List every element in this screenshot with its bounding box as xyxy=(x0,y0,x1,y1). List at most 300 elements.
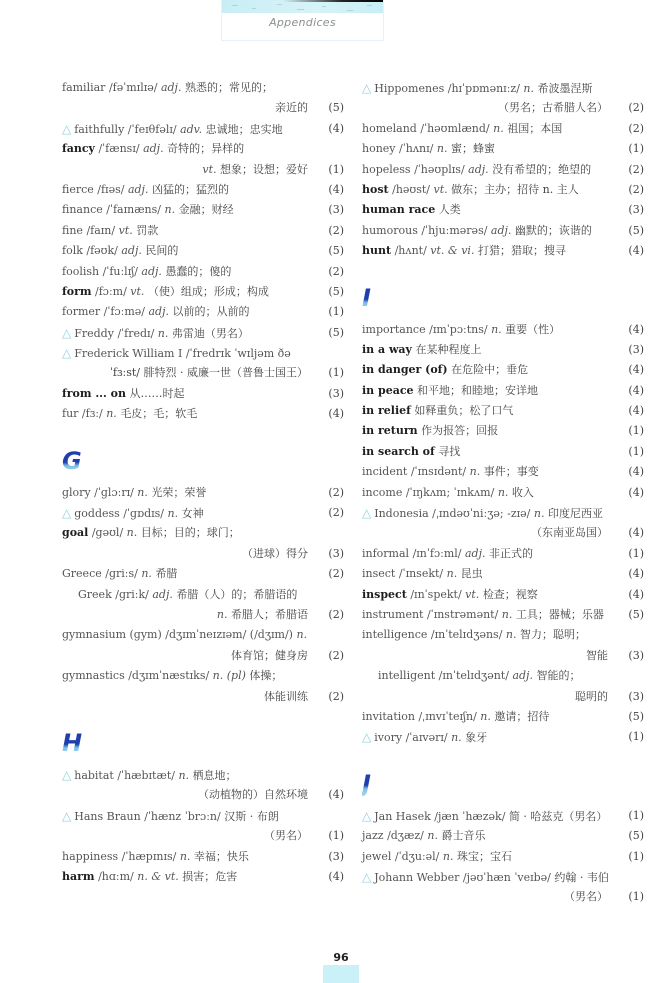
pronunciation: /ˈhæbɪtæt/ xyxy=(117,768,175,782)
definition: 智力；聪明； xyxy=(520,628,586,642)
definition: 象牙 xyxy=(465,731,488,745)
pronunciation: /jəʊˈhæn ˈveɪbə/ xyxy=(462,870,551,884)
letter-section-heading xyxy=(62,721,344,765)
definition: 幽默的；诙谐的 xyxy=(514,223,592,237)
part-of-speech: vt. xyxy=(465,587,480,601)
part-of-speech: adj. xyxy=(148,305,169,319)
part-of-speech: n. xyxy=(442,849,454,863)
glossary-entry xyxy=(362,160,644,180)
part-of-speech: adj. xyxy=(121,244,142,258)
unit-number: (2) xyxy=(628,162,644,176)
part-of-speech: vt. xyxy=(202,162,217,176)
headword: in a way xyxy=(362,342,412,356)
pronunciation: /ɪnˈtelɪdʒəns/ xyxy=(430,628,503,642)
definition: 光荣；荣誉 xyxy=(151,485,207,499)
letter-g-icon: G xyxy=(62,446,82,475)
glossary-entry xyxy=(362,462,644,482)
definition: 检查；视察 xyxy=(482,587,538,601)
unit-number: (4) xyxy=(628,363,644,377)
headword: goddess xyxy=(74,507,120,521)
pronunciation: /fəˈmɪlɪə/ xyxy=(108,81,158,94)
definition: 金融；财经 xyxy=(178,203,234,217)
glossary-entry xyxy=(362,503,644,523)
part-of-speech: adj. xyxy=(465,546,486,560)
headword: honey xyxy=(362,142,396,156)
letter-section-heading xyxy=(362,276,644,320)
letter-h-icon: H xyxy=(62,728,83,757)
part-of-speech: vt. xyxy=(433,182,448,196)
definition: 目标；目的；球门； xyxy=(140,526,240,540)
part-of-speech: n. xyxy=(497,485,509,499)
pronunciation: /ˈglɔːrɪ/ xyxy=(94,485,134,499)
pronunciation: /ˈfɔːmə/ xyxy=(103,305,145,319)
pronunciation: /ˈfænsɪ/ xyxy=(98,142,140,156)
definition: 邀请；招待 xyxy=(494,709,550,723)
glossary-entry xyxy=(62,483,344,503)
part-of-speech: n. (pl) xyxy=(212,669,246,683)
part-of-speech: n. xyxy=(491,322,502,336)
pronunciation: /ˈhʌnɪ/ xyxy=(399,142,434,156)
glossary-entry xyxy=(62,302,344,322)
unit-number: (4) xyxy=(328,182,344,196)
definition: 如释重负；松了口气 xyxy=(414,404,514,418)
part-of-speech: n. xyxy=(501,607,513,621)
part-of-speech: n. xyxy=(451,731,462,745)
headword: intelligence xyxy=(362,628,428,642)
headword: finance xyxy=(62,203,103,217)
glossary-entry xyxy=(362,401,644,421)
part-of-speech: n. xyxy=(178,768,190,782)
part-of-speech: n. xyxy=(505,628,517,642)
definition: 印度尼西亚 xyxy=(547,507,603,521)
new-word-triangle-icon: △ xyxy=(62,808,72,823)
unit-number: (3) xyxy=(628,648,644,662)
pronunciation: /fəʊk/ xyxy=(86,244,118,258)
unit-number: (4) xyxy=(328,407,344,421)
part-of-speech: adj. xyxy=(490,223,512,237)
headword: incident xyxy=(362,465,408,479)
unit-number: (2) xyxy=(328,567,344,581)
headword: jewel xyxy=(362,849,392,863)
part-of-speech: n. xyxy=(296,628,308,642)
definition-continuation: ˈfɜːst/ 腓特烈 · 威廉一世（普鲁士国王） xyxy=(109,366,308,380)
unit-number: (5) xyxy=(328,325,344,339)
part-of-speech: n. xyxy=(167,507,179,521)
glossary-entry xyxy=(62,262,344,282)
pronunciation: /ˈhjuːmərəs/ xyxy=(421,223,488,237)
glossary-entry xyxy=(362,666,644,686)
pronunciation: /ˈɪnsekt/ xyxy=(398,567,444,581)
definition: 汉斯 · 布朗 xyxy=(224,809,279,823)
headword: fur xyxy=(62,407,79,421)
glossary-entry xyxy=(62,523,344,543)
definition-continuation: （东南亚岛国） xyxy=(531,526,608,540)
glossary-entry xyxy=(362,119,644,139)
part-of-speech: adj. xyxy=(160,81,182,94)
definition: 希腊（人）的；希腊语的 xyxy=(176,587,298,601)
pronunciation: /ˈhænz ˈbrɔːn/ xyxy=(144,809,221,823)
unit-number: (2) xyxy=(328,506,344,520)
definition: 愚蠢的；傻的 xyxy=(165,264,232,278)
letter-section-heading xyxy=(362,762,644,806)
definition-continuation: 智能 xyxy=(586,648,608,662)
definition: 女神 xyxy=(181,507,204,521)
definition: 智能的； xyxy=(536,669,581,683)
part-of-speech: n. xyxy=(164,203,176,217)
glossary-entry xyxy=(362,320,644,340)
glossary-entry-continuation xyxy=(62,98,344,118)
unit-number: (4) xyxy=(328,869,344,883)
definition: 民间的 xyxy=(145,244,179,258)
headword: harm xyxy=(62,869,95,883)
pronunciation: /dʒɪmˈneɪzɪəm/ (/dʒɪm/) xyxy=(165,628,293,642)
section-spacer xyxy=(62,425,344,439)
unit-number: (5) xyxy=(628,223,644,237)
glossary-entry xyxy=(62,384,344,404)
pronunciation: /ˌɪnvɪˈteɪʃn/ xyxy=(418,709,477,723)
glossary-entry-continuation xyxy=(62,363,344,383)
definition: 奇特的；异样的 xyxy=(167,142,245,156)
headword: hunt xyxy=(362,244,392,258)
headword: hopeless xyxy=(362,162,411,176)
definition: 在某种程度上 xyxy=(415,342,482,356)
pronunciation: /ˈfeɪθfəlɪ/ xyxy=(127,122,177,136)
pronunciation: /ˈaɪvərɪ/ xyxy=(405,731,448,745)
headword: income xyxy=(362,485,403,499)
glossary-entry xyxy=(362,78,644,98)
definition: 收入 xyxy=(511,485,534,499)
definition: 重要（性） xyxy=(505,322,561,336)
unit-number: (1) xyxy=(328,162,344,176)
unit-number: (2) xyxy=(328,223,344,237)
part-of-speech: n. xyxy=(126,526,138,540)
unit-number: (5) xyxy=(328,101,344,115)
part-of-speech: n. xyxy=(469,465,481,479)
headword: goal xyxy=(62,526,89,540)
definition-continuation: 体能训练 xyxy=(264,689,308,703)
unit-number: (3) xyxy=(328,546,344,560)
glossary-entry xyxy=(362,707,644,727)
headword: ivory xyxy=(374,731,403,745)
definition-continuation: （男名；古希腊人名） xyxy=(498,101,608,115)
part-of-speech: n. & vt. xyxy=(137,869,179,883)
glossary-entry xyxy=(362,564,644,584)
glossary-entry xyxy=(62,404,344,424)
headword: in danger (of) xyxy=(362,363,448,377)
unit-number: (1) xyxy=(628,142,644,156)
definition: 作为报答；回报 xyxy=(421,424,499,438)
glossary-entry-continuation xyxy=(362,687,644,707)
definition: 约翰 · 韦伯 xyxy=(554,870,609,884)
new-word-triangle-icon: △ xyxy=(362,808,372,823)
unit-number: (3) xyxy=(628,203,644,217)
glossary-entry xyxy=(62,119,344,139)
part-of-speech: n. xyxy=(157,326,169,340)
part-of-speech: n. xyxy=(533,507,545,521)
headword: foolish xyxy=(62,264,100,278)
definition: 罚款 xyxy=(136,223,159,237)
unit-number: (2) xyxy=(328,485,344,499)
headword: glory xyxy=(62,485,91,499)
unit-number: (2) xyxy=(628,121,644,135)
pronunciation: /ˈfredrɪk ˈwɪljəm ðə xyxy=(185,347,291,361)
definition-continuation: 体育馆；健身房 xyxy=(231,648,308,662)
pronunciation: /fɪəs/ xyxy=(97,182,125,196)
pronunciation: /ɪnˈfɔːml/ xyxy=(412,546,462,560)
left-column xyxy=(62,78,344,887)
unit-number: (3) xyxy=(328,386,344,400)
pronunciation: /ˈdʒuːəl/ xyxy=(394,849,440,863)
definition: 以前的；从前的 xyxy=(172,305,250,319)
definition: 弗雷迪（男名） xyxy=(171,326,249,340)
unit-number: (2) xyxy=(328,264,344,278)
pronunciation: /dʒɪmˈnæstɪks/ xyxy=(128,669,210,683)
unit-number: (5) xyxy=(628,709,644,723)
glossary-entry xyxy=(62,503,344,523)
unit-number: (3) xyxy=(628,342,644,356)
part-of-speech: adv. xyxy=(180,122,203,136)
unit-number: (5) xyxy=(328,244,344,258)
glossary-entry-continuation xyxy=(62,687,344,707)
pronunciation: /hɪˈpɒmənɪːz/ xyxy=(447,82,520,95)
pronunciation: /ˈhəʊmlænd/ xyxy=(420,121,490,135)
definition: 体操； xyxy=(249,669,283,683)
headword: humorous xyxy=(362,223,418,237)
page-number xyxy=(323,950,359,983)
unit-number: (1) xyxy=(628,890,644,904)
glossary-entry xyxy=(62,78,344,98)
part-of-speech: n. xyxy=(493,121,504,135)
glossary-entry xyxy=(62,585,344,605)
unit-number: (2) xyxy=(328,689,344,703)
glossary-entry xyxy=(362,625,644,645)
new-word-triangle-icon: △ xyxy=(62,346,72,361)
part-of-speech: n. xyxy=(216,607,228,621)
unit-number: (1) xyxy=(628,808,644,822)
headword: Hippomenes xyxy=(374,82,445,95)
pronunciation: /ˈɪŋkʌm; ˈɪnkʌm/ xyxy=(405,485,495,499)
headword: fancy xyxy=(62,142,95,156)
glossary-entry xyxy=(362,241,644,261)
new-word-triangle-icon: △ xyxy=(62,325,72,340)
part-of-speech: vt. xyxy=(118,223,133,237)
headword: faithfully xyxy=(74,122,125,136)
page-title: Appendices xyxy=(269,16,336,29)
glossary-entry xyxy=(62,323,344,343)
definition-continuation: 亲近的 xyxy=(275,101,308,115)
unit-number: (1) xyxy=(328,829,344,843)
headword: fierce xyxy=(62,182,94,196)
definition: 非正式的 xyxy=(489,546,534,560)
definition-continuation: 想象；设想；爱好 xyxy=(220,162,308,176)
headword: former xyxy=(62,305,101,319)
glossary-entry xyxy=(362,544,644,564)
definition: 爵士音乐 xyxy=(441,829,486,843)
pronunciation: /ˈɪnsɪdənt/ xyxy=(410,465,467,479)
unit-number: (2) xyxy=(328,648,344,662)
part-of-speech: adj. xyxy=(141,264,162,278)
glossary-entry-continuation xyxy=(362,98,644,118)
headword: form xyxy=(62,284,92,298)
headword: folk xyxy=(62,244,83,258)
headword: in return xyxy=(362,424,418,438)
unit-number: (4) xyxy=(628,567,644,581)
pronunciation: /dʒæz/ xyxy=(387,829,424,843)
pronunciation: /ˌɪndəʊˈniːʒə; -zɪə/ xyxy=(432,507,531,521)
definition: 做东；主办；招待 n. 主人 xyxy=(451,182,579,196)
unit-number: (4) xyxy=(628,404,644,418)
glossary-entry-continuation xyxy=(62,160,344,180)
letter-section-heading xyxy=(62,439,344,483)
unit-number: (4) xyxy=(328,121,344,135)
new-word-triangle-icon: △ xyxy=(362,506,372,521)
definition: 凶猛的；猛烈的 xyxy=(151,182,229,196)
definition-continuation: （男名） xyxy=(564,890,608,904)
unit-number: (4) xyxy=(628,322,644,336)
glossary-entry xyxy=(362,421,644,441)
glossary-entry xyxy=(362,200,644,220)
glossary-entry xyxy=(62,180,344,200)
definition: 祖国；本国 xyxy=(507,121,563,135)
headword: gymnasium (gym) xyxy=(62,628,162,642)
glossary-entry xyxy=(362,381,644,401)
unit-number: (1) xyxy=(328,305,344,319)
appendices-header xyxy=(221,0,384,41)
glossary-entry xyxy=(362,483,644,503)
pronunciation: /ˈɪnstrəmənt/ xyxy=(426,607,499,621)
right-column xyxy=(362,78,644,908)
new-word-triangle-icon: △ xyxy=(62,767,72,782)
headword: Freddy xyxy=(74,326,114,340)
definition: 熟悉的；常见的； xyxy=(184,81,273,94)
headword: jazz xyxy=(362,829,384,843)
glossary-entry xyxy=(362,221,644,241)
headword: host xyxy=(362,182,389,196)
unit-number: (2) xyxy=(628,182,644,196)
glossary-entry-continuation xyxy=(62,826,344,846)
glossary-entry xyxy=(362,442,644,462)
glossary-entry xyxy=(362,585,644,605)
part-of-speech: n. xyxy=(141,567,152,581)
new-word-triangle-icon: △ xyxy=(362,869,372,884)
glossary-entry xyxy=(62,282,344,302)
part-of-speech: adj. xyxy=(127,182,149,196)
glossary-entry xyxy=(62,666,344,686)
header-decorative-band xyxy=(222,0,383,13)
glossary-entry-continuation xyxy=(62,605,344,625)
pronunciation: /jæn ˈhæzək/ xyxy=(434,809,506,823)
definition: 和平地；和睦地；安详地 xyxy=(417,383,539,397)
new-word-triangle-icon: △ xyxy=(62,506,72,521)
unit-number: (4) xyxy=(328,788,344,802)
headword: human race xyxy=(362,203,436,217)
pronunciation: /griːk/ xyxy=(115,587,149,601)
definition: 忠诚地；忠实地 xyxy=(205,122,283,136)
unit-number: (4) xyxy=(628,485,644,499)
headword: informal xyxy=(362,546,410,560)
headword: happiness xyxy=(62,849,119,863)
headword: invitation xyxy=(362,709,415,723)
glossary-entry xyxy=(362,826,644,846)
glossary-entry xyxy=(62,806,344,826)
headword: in peace xyxy=(362,383,414,397)
definition: 珠宝；宝石 xyxy=(456,849,512,863)
part-of-speech: n. xyxy=(137,485,148,499)
part-of-speech: n. xyxy=(427,829,438,843)
glossary-entry xyxy=(62,765,344,785)
unit-number: (4) xyxy=(628,244,644,258)
unit-number: (4) xyxy=(628,383,644,397)
glossary-entry xyxy=(362,605,644,625)
headword: Greece xyxy=(62,567,102,581)
definition: 希波墨涅斯 xyxy=(537,82,593,95)
pronunciation: /ˈfredɪ/ xyxy=(117,326,155,340)
pronunciation: /həʊst/ xyxy=(392,182,431,196)
glossary-entry xyxy=(62,343,344,363)
part-of-speech: vt. & vi. xyxy=(430,244,475,258)
unit-number: (1) xyxy=(628,444,644,458)
page-number-band xyxy=(323,965,359,983)
definition: 栖息地； xyxy=(192,768,237,782)
glossary-entry xyxy=(362,360,644,380)
unit-number: (2) xyxy=(328,607,344,621)
section-spacer xyxy=(62,707,344,721)
unit-number: (3) xyxy=(328,203,344,217)
part-of-speech: vt. xyxy=(130,284,145,298)
definition: 毛皮；毛；软毛 xyxy=(120,407,198,421)
part-of-speech: n. xyxy=(480,709,491,723)
part-of-speech: n. xyxy=(446,567,458,581)
pronunciation: /griːs/ xyxy=(105,567,138,581)
pronunciation: /ˈgɒdɪs/ xyxy=(123,507,165,521)
pronunciation: /hʌnt/ xyxy=(394,244,427,258)
part-of-speech: adj. xyxy=(143,142,164,156)
unit-number: (4) xyxy=(628,587,644,601)
part-of-speech: adj. xyxy=(468,162,489,176)
headword: in relief xyxy=(362,404,411,418)
unit-number: (5) xyxy=(628,607,644,621)
headword: habitat xyxy=(74,768,114,782)
headword: gymnastics xyxy=(62,669,125,683)
definition: 幸福；快乐 xyxy=(193,849,249,863)
part-of-speech: n. xyxy=(179,849,191,863)
glossary-entry xyxy=(62,847,344,867)
pronunciation: /ˈhəʊplɪs/ xyxy=(414,162,465,176)
headword: from ... on xyxy=(62,386,126,400)
new-word-triangle-icon: △ xyxy=(362,81,372,95)
letter-i-icon: I xyxy=(362,283,371,312)
part-of-speech: n. xyxy=(523,82,534,95)
headword: Hans Braun xyxy=(74,809,141,823)
pronunciation: /ˈfuːlɪʃ/ xyxy=(102,264,138,278)
headword: familiar xyxy=(62,81,106,94)
definition: 寻找 xyxy=(438,444,461,458)
definition: 工具；器械；乐器 xyxy=(515,607,604,621)
definition: 蜜；蜂蜜 xyxy=(450,142,495,156)
unit-number: (3) xyxy=(328,849,344,863)
unit-number: (4) xyxy=(628,526,644,540)
headword: Johann Webber xyxy=(374,870,460,884)
glossary-entry-continuation xyxy=(362,523,644,543)
part-of-speech: adj. xyxy=(512,669,533,683)
definition: 人类 xyxy=(438,203,461,217)
definition: 在危险中；垂危 xyxy=(451,363,529,377)
headword: intelligent xyxy=(378,669,436,683)
pronunciation: /ˈhæpɪnɪs/ xyxy=(121,849,177,863)
pronunciation: /hɑːm/ xyxy=(98,869,134,883)
unit-number: (1) xyxy=(628,730,644,744)
pronunciation: /ɪnˈspekt/ xyxy=(410,587,462,601)
